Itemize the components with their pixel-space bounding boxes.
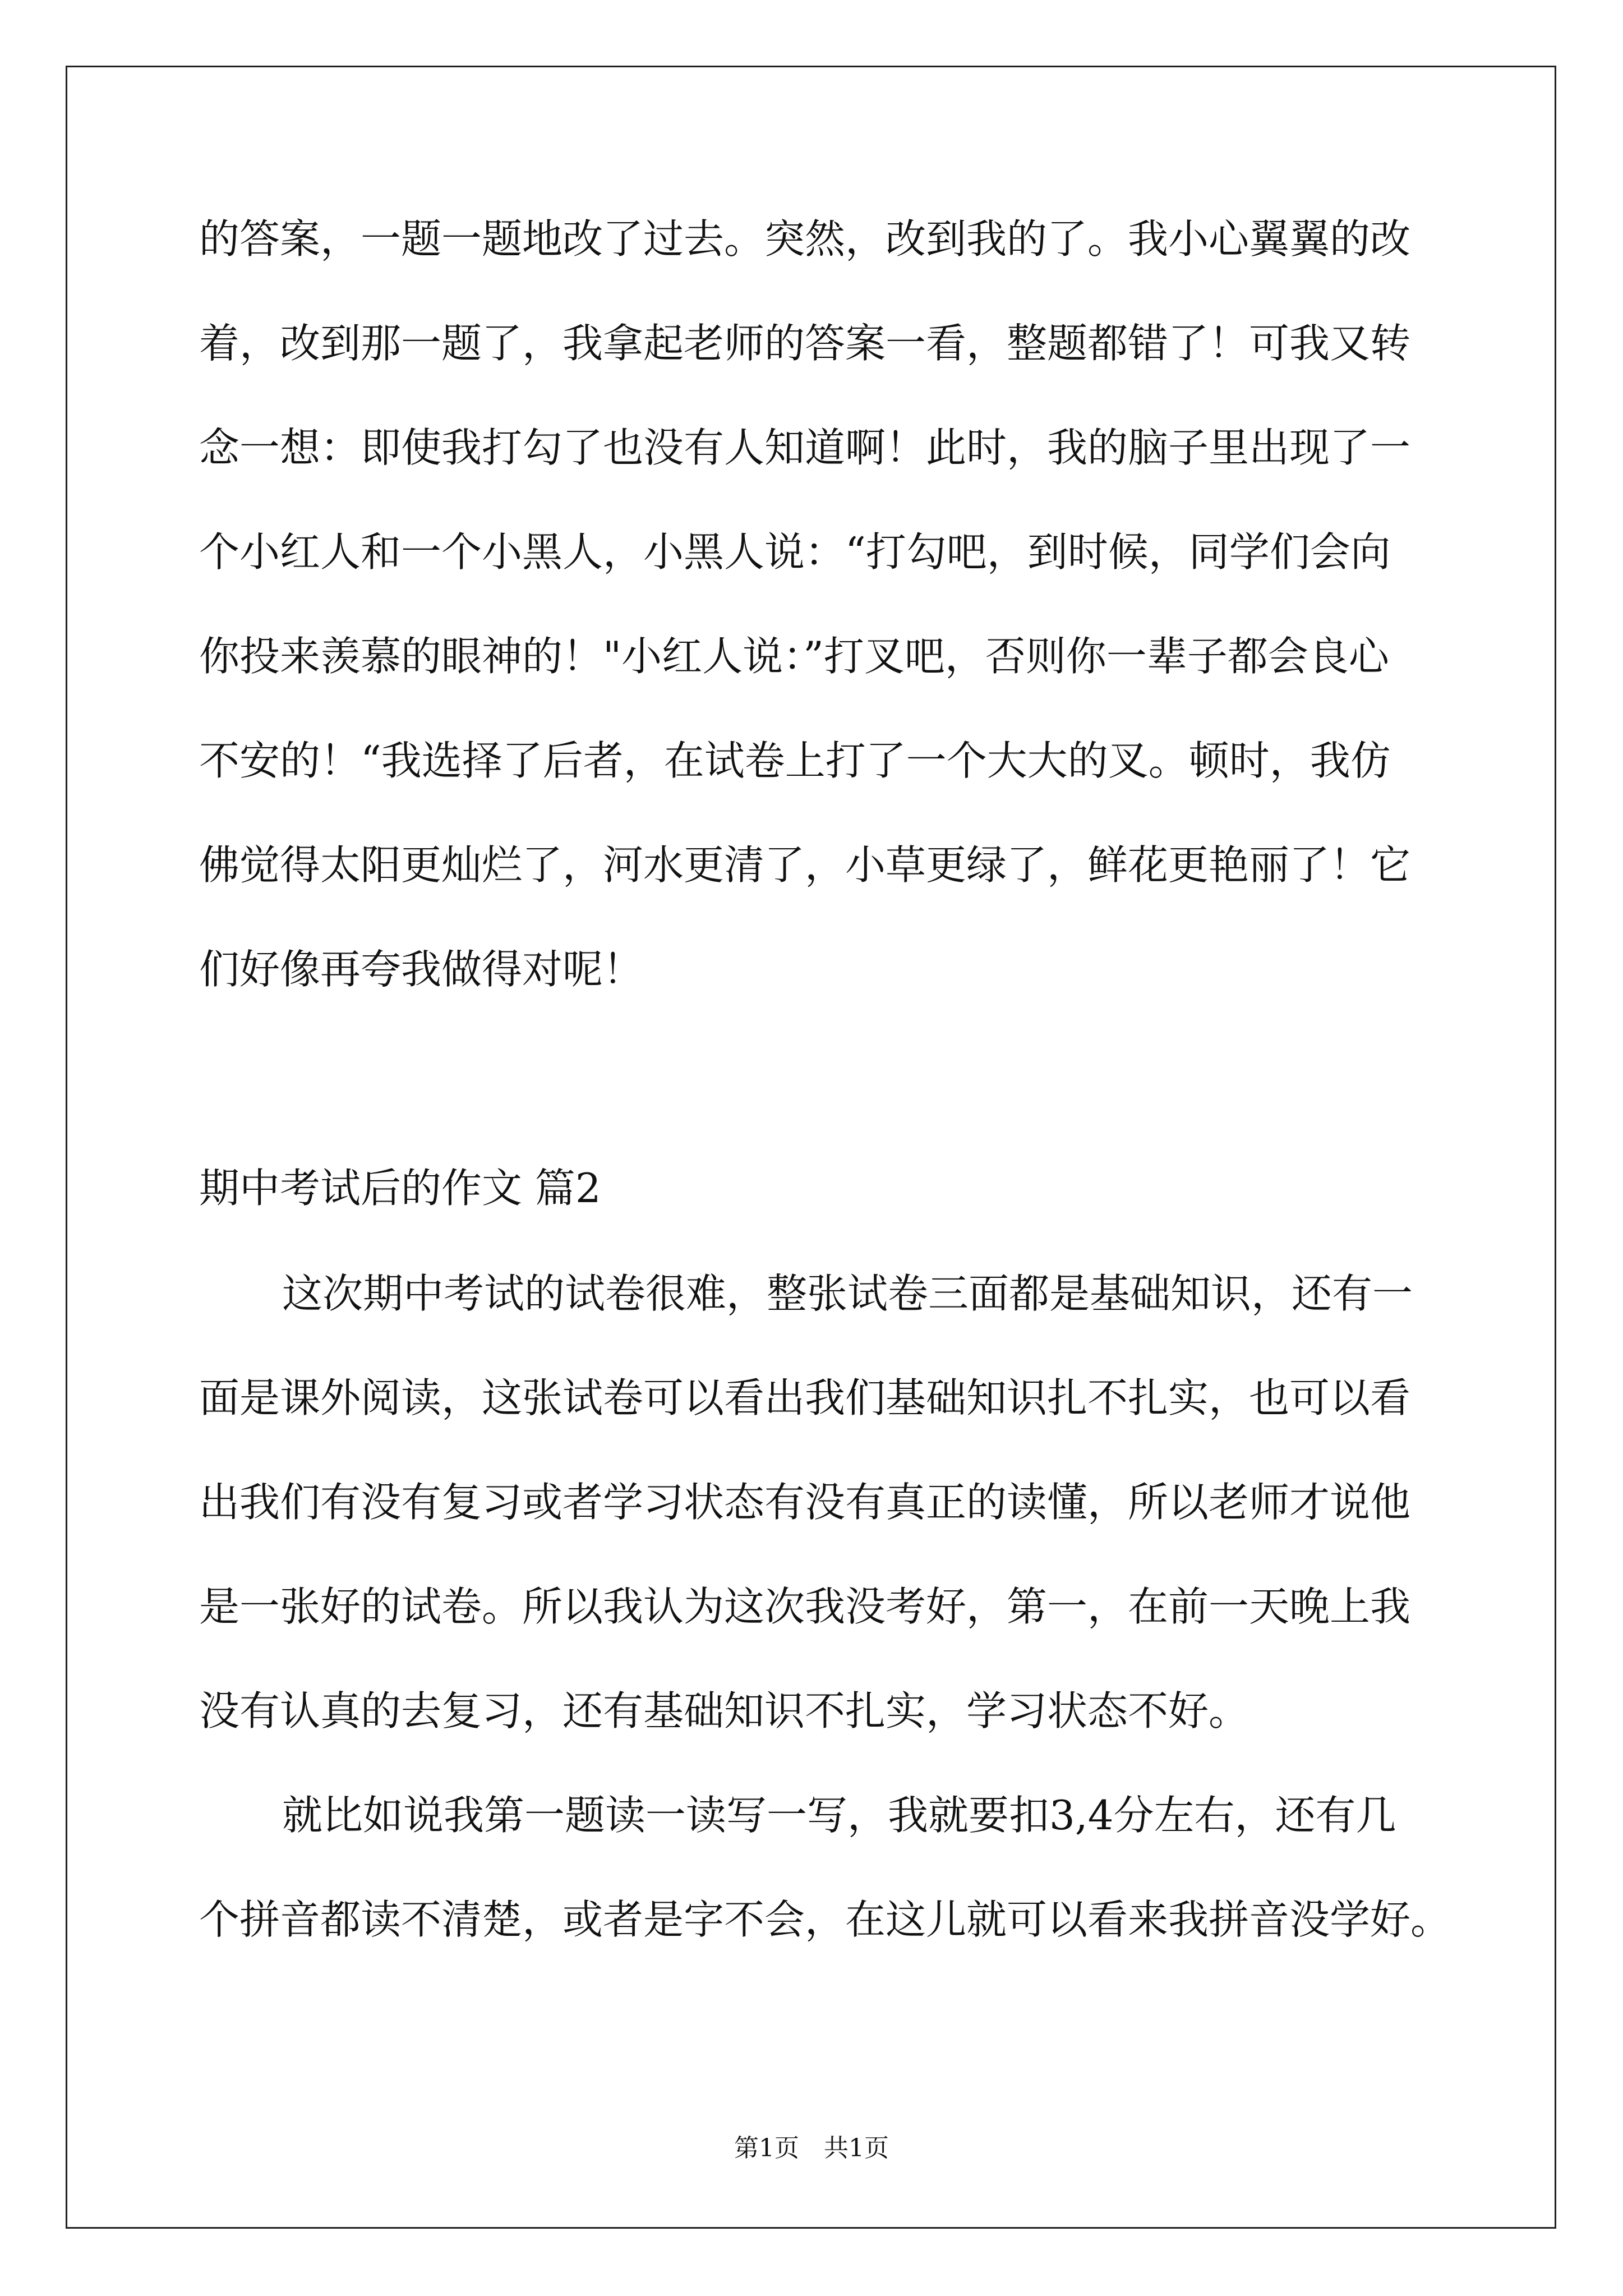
text-line: 出我们有没有复习或者学习状态有没有真正的读懂，所以老师才说他 [199, 1479, 1411, 1526]
text-line: 是一张好的试卷。所以我认为这次我没考好，第一，在前一天晚上我 [199, 1583, 1411, 1630]
paragraph-first-line: 就比如说我第一题读一读写一写，我就要扣3,4分左右，还有几 [282, 1792, 1396, 1839]
text-line: 不安的！“我选择了后者，在试卷上打了一个大大的叉。顿时，我仿 [199, 737, 1391, 784]
section-heading: 期中考试后的作文 篇2 [199, 1165, 601, 1212]
text-line: 的答案，一题一题地改了过去。突然，改到我的了。我小心翼翼的改 [199, 215, 1411, 263]
text-line: 佛觉得太阳更灿烂了，河水更清了，小草更绿了，鲜花更艳丽了！它 [199, 841, 1411, 889]
text-line: 们好像再夸我做得对呢！ [199, 946, 644, 993]
paragraph-first-line: 这次期中考试的试卷很难，整张试卷三面都是基础知识，还有一 [282, 1270, 1413, 1317]
text-line: 没有认真的去复习，还有基础知识不扎实，学习状态不好。 [199, 1687, 1249, 1734]
text-line: 念一想：即使我打勾了也没有人知道啊！此时，我的脑子里出现了一 [199, 424, 1411, 471]
text-line: 着，改到那一题了，我拿起老师的答案一看，整题都错了！可我又转 [199, 320, 1411, 367]
text-line: 个拼音都读不清楚，或者是字不会，在这儿就可以看来我拼音没学好。 [199, 1896, 1451, 1943]
text-line: 你投来羡慕的眼神的！"小红人说：”打叉吧，否则你一辈子都会良心 [199, 633, 1389, 680]
text-line: 面是课外阅读，这张试卷可以看出我们基础知识扎不扎实，也可以看 [199, 1374, 1411, 1421]
page-number: 第1页 共1页 [734, 2134, 889, 2162]
text-line: 个小红人和一个小黑人，小黑人说：“打勾吧，到时候，同学们会向 [199, 528, 1391, 576]
